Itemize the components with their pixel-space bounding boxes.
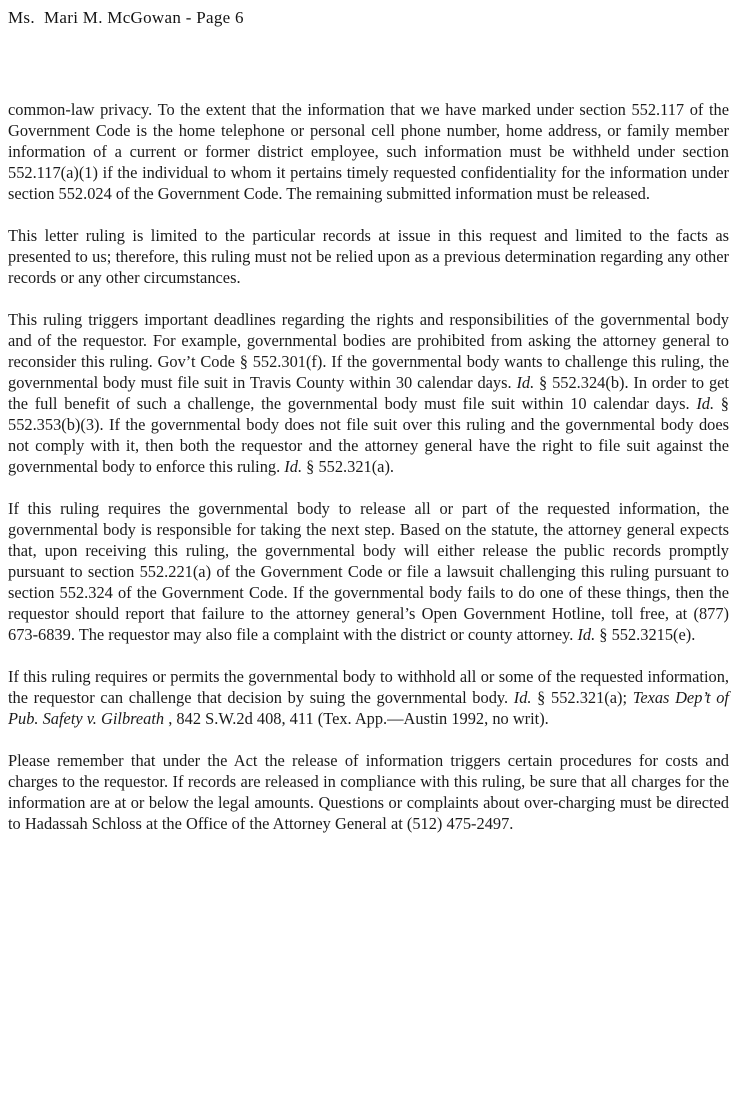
paragraph-ruling-limited: This letter ruling is limited to the particular records at issue in this request and limited to the facts as presented to us; therefore, this ruling must not be relied upon as a previous determination regarding any other records or any other circumstances. [8, 226, 729, 287]
paragraph-common-law-privacy: common-law privacy. To the extent that the information that we have marked under section 552.117 of the Government Code is the home telephone or personal cell phone number, home address, or family member information of a current or former district employee, such information must be withheld under section 552.117(a)(1) if the individual to whom it pertains timely requested confidentiality for the information under section 552.024 of the Government Code. The remaining submitted information must be released. [8, 100, 729, 203]
paragraph-release-next-step: If this ruling requires the governmental body to release all or part of the requested information, the governmental body is responsible for taking the next step. Based on the statute, the attorney general expects that, upon receiving this ruling, the governmental body will either release the public records promptly pursuant to section 552.221(a) of the Government Code or file a lawsuit challenging this ruling pursuant to section 552.324 of the Government Code. If the governmental body fails to do one of these things, then the requestor should report that failure to the attorney general’s Open Government Hotline, toll free, at (877) 673-6839. The requestor may also file a complaint with the district or county attorney. Id. § 552.3215(e). [8, 499, 729, 644]
page-header: Ms. Mari M. McGowan - Page 6 [8, 8, 244, 27]
paragraph-costs-charges: Please remember that under the Act the release of information triggers certain procedures for costs and charges to the requestor. If records are released in compliance with this ruling, be sure that all charges for the information are at or below the legal amounts. Questions or complaints about over-charging must be directed to Hadassah Schloss at the Office of the Attorney General at (512) 475-2497. [8, 751, 729, 833]
paragraph-deadlines: This ruling triggers important deadlines regarding the rights and responsibilities of the governmental body and of the requestor. For example, governmental bodies are prohibited from asking the attorney general to reconsider this ruling. Gov’t Code § 552.301(f). If the governmental body wants to challenge this ruling, the governmental body must file suit in Travis County within 30 calendar days. Id. § 552.324(b). In order to get the full benefit of such a challenge, the governmental body must file suit within 10 calendar days. Id. § 552.353(b)(3). If the governmental body does not file suit over this ruling and the governmental body does not comply with it, then both the requestor and the attorney general have the right to file suit against the governmental body to enforce this ruling. Id. § 552.321(a). [8, 310, 730, 476]
document-body [8, 99, 729, 834]
paragraph-withhold-challenge: If this ruling requires or permits the governmental body to withhold all or some of the requested information, the requestor can challenge that decision by suing the governmental body. Id. § 552.321(a); Texas Dep’t of Pub. Safety v. Gilbreath , 842 S.W.2d 408, 411 (Tex. App.—Austin 1992, no writ). [8, 667, 729, 728]
